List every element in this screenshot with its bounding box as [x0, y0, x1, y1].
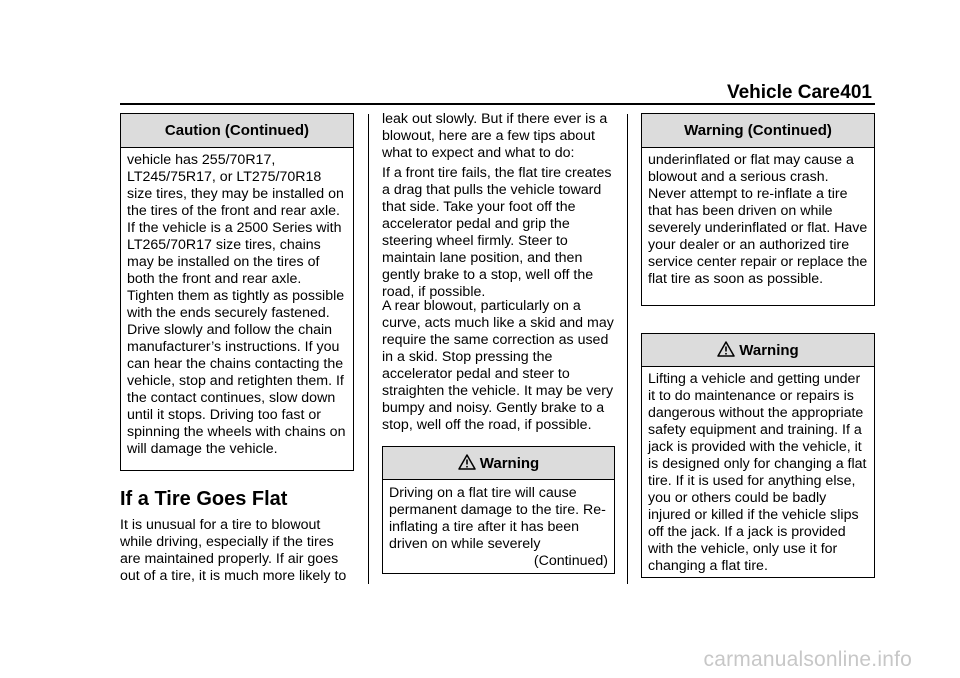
header-rule: [120, 103, 875, 105]
warning-continued-heading: Warning (Continued): [642, 114, 874, 148]
warning-box: [382, 446, 615, 574]
column-divider-2: [627, 114, 628, 584]
warning-continued-text: underinflated or flat may cause a blowout and a serious crash. Never attempt to re-inflate a tire that has been driven on while severely underinflated or flat. Have your dealer or an authorized tire service center repair or replace the flat tire as soon as possible.: [648, 152, 868, 287]
header-section-title: Vehicle Care: [726, 82, 840, 103]
caution-box-heading: Caution (Continued): [121, 114, 353, 148]
warning-box-heading: [383, 447, 614, 480]
paragraph-rear-blowout: A rear blowout, particularly on a curve, acts much like a skid and may require the same correction as used in a skid. Stop pressing the accelerator pedal and steer to straighten the vehicle. It may be very bumpy and noisy. Gently brake to a stop, well off the road, if possible.: [382, 298, 614, 433]
warning-triangle-icon: [458, 454, 476, 470]
jack-warning-heading-text: Warning: [739, 342, 799, 359]
header-page-number: 401: [840, 82, 872, 103]
column-divider-1: [368, 114, 369, 584]
continued-label: (Continued): [533, 553, 608, 569]
jack-warning-text: Lifting a vehicle and getting under it to do maintenance or repairs is dangerous without the appropriate safety equipment and training. If a jack is provided with the vehicle, it is designed only for changing a flat tire. If it is used for anything else, you or others could be badly injured or killed if the vehicle slips off the jack. If a jack is provided with the vehicle, only use it for changing a flat tire.: [648, 371, 867, 574]
paragraph-blowout-tips: leak out slowly. But if there ever is a blowout, here are a few tips about what to expect and what to do:: [382, 111, 608, 161]
warning-box-text: [383, 480, 614, 570]
caution-box-text: vehicle has 255/70R17, LT245/75R17, or LT275/70R18 size tires, they may be installed on the tires of the front and rear axle. If the vehicle is a 2500 Series with LT265/70R17 size tires, chains may be installed on the tires of both the front and rear axle. Tighten them as tightly as possible with the ends securely fastened. Drive slowly and follow the chain manufacturer’s instructions. If you can hear the chains contacting the vehicle, stop and retighten them. If the contact continues, slow down until it stops. Driving too fast or spinning the wheels with chains on will damage the vehicle.: [127, 152, 346, 457]
warning-box-heading-text: Warning: [479, 455, 540, 472]
intro-paragraph: It is unusual for a tire to blowout while driving, especially if the tires are maintained properly. If air goes out of a tire, it is much more likely to: [120, 517, 347, 584]
warning-triangle-icon: [717, 341, 735, 357]
jack-warning-heading: [642, 334, 874, 367]
warning-box-body: Driving on a flat tire will cause permanent damage to the tire. Re-inflating a tire after it has been driven on while severely: [389, 485, 606, 552]
caution-box: [120, 113, 354, 471]
jack-warning-box: [641, 333, 875, 578]
paragraph-front-tire: If a front tire fails, the flat tire creates a drag that pulls the vehicle toward that side. Take your foot off the accelerator pedal and grip the steering wheel firmly. Steer to maintain lane position, and then gently brake to a stop, well off the road, if possible.: [382, 165, 612, 300]
section-title: If a Tire Goes Flat: [120, 488, 288, 510]
watermark: carmanualsonline.info: [703, 648, 912, 671]
warning-continued-box: [641, 113, 875, 306]
